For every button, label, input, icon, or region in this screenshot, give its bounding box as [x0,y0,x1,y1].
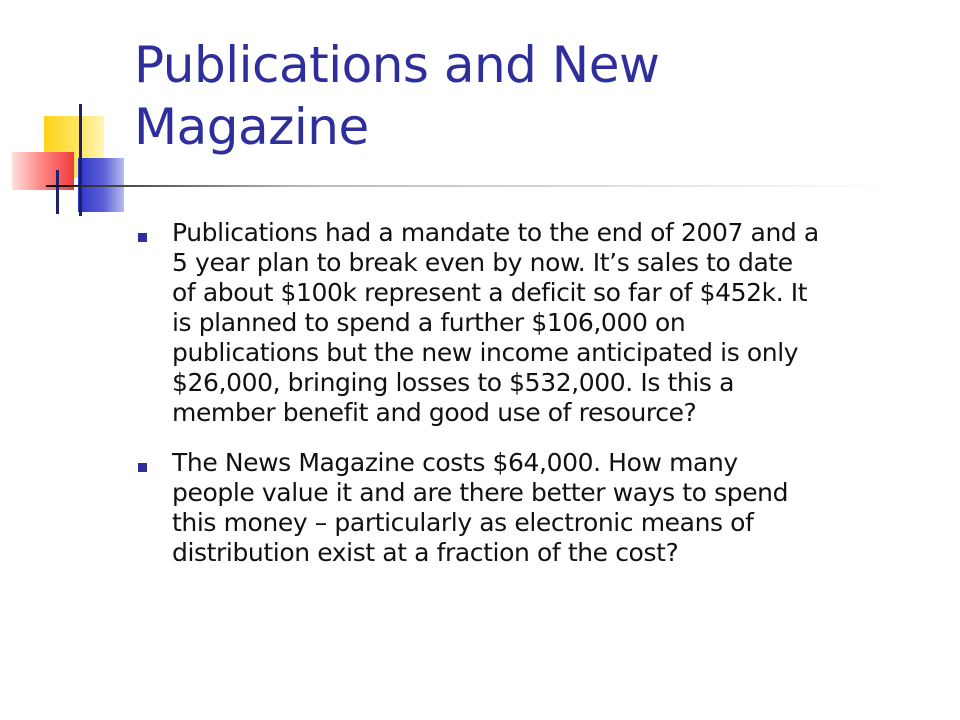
square-bullet-icon [138,463,147,472]
bullet-line: member benefit and good use of resource? [172,398,697,427]
bullet-line: is planned to spend a further $106,000 on [172,308,686,337]
bullet-line: of about $100k represent a deficit so far of $452k. It [172,278,808,307]
vertical-line-decoration [79,104,82,216]
slide-title [134,34,894,158]
slide-title-line-1: Publications and New [134,36,660,94]
bullet-line: $26,000, bringing losses to $532,000. Is this a [172,368,734,397]
square-bullet-icon [138,233,147,242]
title-underline-decoration [46,185,896,187]
short-vertical-line-decoration [56,170,59,214]
bullet-line: people value it and are there better ways to spend [172,478,789,507]
bullet-line: publications but the new income anticipated is only [172,338,799,367]
bullet-line: 5 year plan to break even by now. It’s sales to date [172,248,793,277]
bullet-line: distribution exist at a fraction of the cost? [172,538,679,567]
bullet-line: this money – particularly as electronic means of [172,508,754,537]
bullet-item-publications [134,218,934,428]
bullet-item-news-magazine [134,448,934,568]
bullet-list [134,218,934,588]
bullet-line: The News Magazine costs $64,000. How many [172,448,738,477]
slide-title-line-2: Magazine [134,98,369,156]
bullet-line: Publications had a mandate to the end of 2007 and a [172,218,819,247]
